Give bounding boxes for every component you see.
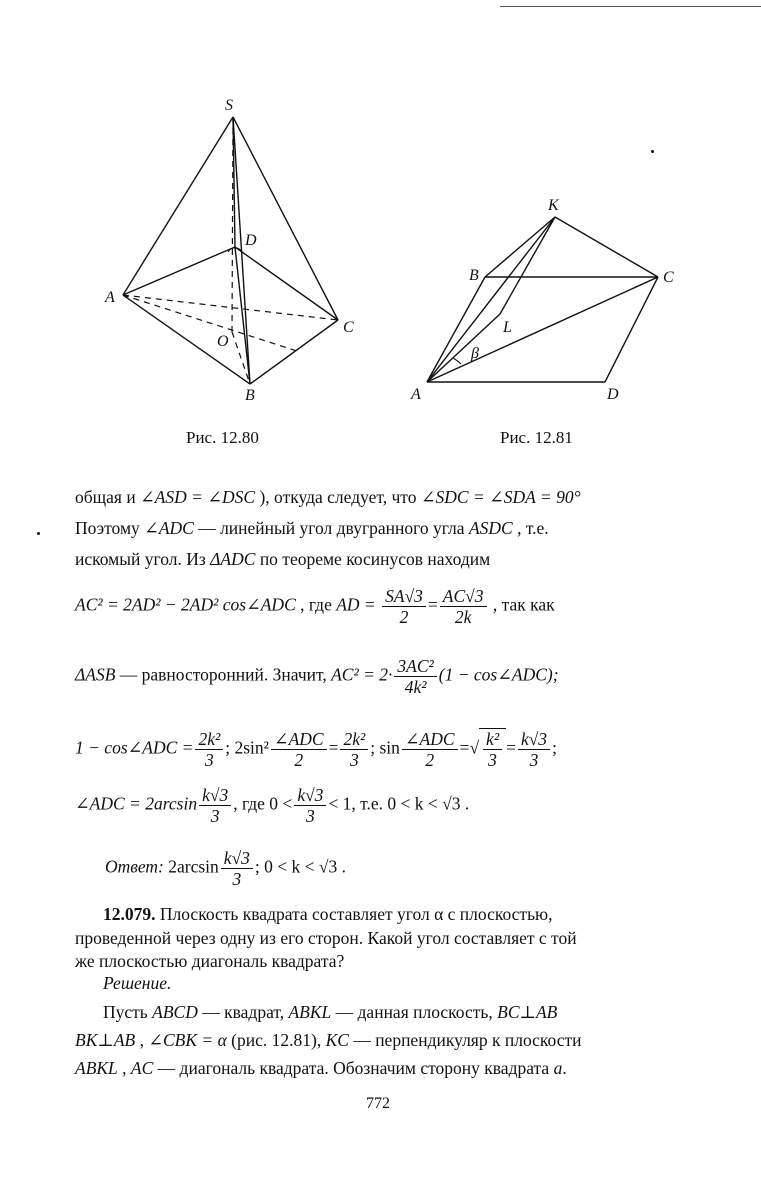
label-O: O — [217, 333, 229, 350]
label-B: B — [469, 267, 479, 284]
text-line-2: Поэтому ∠ADC — линейный угол двугранного угла ASDC , т.е. — [75, 518, 549, 538]
answer-line: Ответ: 2arcsin $\frac{k√3}{3}$ ; 0 < k < √3 . — [105, 848, 347, 890]
formula-line-5: ΔASB — равносторонний. Значит, AC² = 2· $\frac{\text{3AC²}}{\text{4k²}}$ (1 − cos∠ADC); — [75, 656, 559, 698]
formula-line-6: 1 − cos∠ADC = $\frac{\text{2k²}}{3}$ ; 2sin² $\frac{\text{∠ADC}}{2}$ = $\frac{\text{2k²}}{3}$ ; sin $\frac{\text{∠ADC}}{2}$ =√ $\frac{\text{k²}}{3}$ = $\frac{k√3}{3}$ ; — [75, 729, 557, 771]
text-line-1: общая и ∠ASD = ∠DSC ), откуда следует, что ∠SDC = ∠SDA = 90° — [75, 487, 581, 507]
label-C: C — [343, 319, 354, 336]
fraction-3ac: $\frac{\text{3AC²}}{\text{4k²}}$ — [394, 656, 436, 697]
problem-line-3: же плоскостью диагональ квадрата? — [75, 951, 345, 971]
formula-line-4: AC² = 2AD² − 2AD² cos∠ADC , где AD = $\frac{SA√3}{2}$ = $\frac{AC√3}{2k}$ , так как — [75, 586, 555, 628]
speck-2 — [37, 532, 40, 535]
figure-12-80 — [95, 92, 375, 412]
label-B: B — [245, 387, 255, 404]
text-line-3: искомый угол. Из ΔADC по теореме косинусов находим — [75, 549, 491, 569]
label-beta: β — [471, 345, 479, 362]
caption-12-80: Рис. 12.80 — [186, 428, 259, 447]
formula-line-7: ∠ADC = 2arcsin $\frac{k√3}{3}$ , где 0 < $\frac{k√3}{3}$ < 1, т.е. 0 < k < √3 . — [75, 785, 470, 827]
page-number: 772 — [366, 1095, 390, 1112]
label-D: D — [245, 232, 257, 249]
label-S: S — [225, 97, 233, 114]
problem-number: 12.079. — [103, 904, 156, 924]
speck-1 — [651, 150, 654, 153]
problem-line-2: проведенной через одну из его сторон. Какой угол составляет с той — [75, 928, 577, 948]
caption-12-81: Рис. 12.81 — [500, 428, 573, 447]
label-L: L — [503, 319, 512, 336]
label-A: A — [411, 386, 421, 403]
label-C: C — [663, 269, 674, 286]
label-K: K — [548, 197, 559, 214]
figure-12-81 — [405, 192, 690, 407]
top-rule — [500, 6, 761, 7]
solution-line-2: BK⊥AB , ∠CBK = α (рис. 12.81), KC — перпендикуляр к плоскости — [75, 1030, 582, 1050]
fraction-sa: $\frac{SA√3}{2}$ — [382, 586, 426, 627]
label-D: D — [607, 386, 619, 403]
label-A: A — [105, 289, 115, 306]
fraction-ac: $\frac{AC√3}{2k}$ — [440, 586, 487, 627]
solution-heading: Решение. — [103, 973, 172, 993]
solution-line-1: Пусть ABCD — квадрат, ABKL — данная плоскость, BC⊥AB — [103, 1002, 558, 1022]
problem-line-1: 12.079. Плоскость квадрата составляет угол α с плоскостью, — [103, 904, 553, 924]
solution-line-3: ABKL , AC — диагональ квадрата. Обозначим сторону квадрата a. — [75, 1058, 567, 1078]
